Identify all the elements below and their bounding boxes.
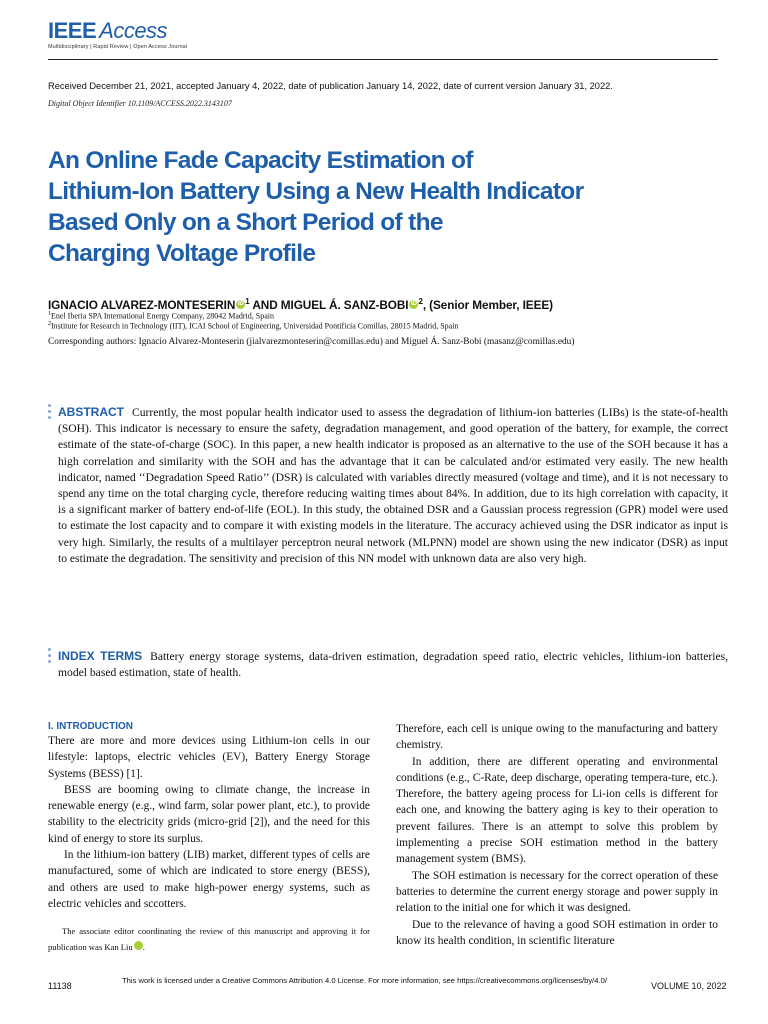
volume-label: VOLUME 10, 2022 — [651, 981, 727, 991]
logo-wordmark — [48, 20, 187, 42]
section-marker-icon — [48, 648, 52, 666]
abstract — [48, 404, 728, 567]
paragraph: In the lithium-ion battery (LIB) market, different types of cells are manufactured, some of which are indicated to store energy (BESS), and others are used to make high-power energy systems, such as electric vehicles and sccotters. — [48, 849, 370, 910]
index-terms-body: Battery energy storage systems, data-driven estimation, degradation speed ratio, electric vehicles, lithium-ion batteries, model based estimation, state of health. — [58, 650, 728, 680]
paragraph: In addition, there are different operating and environmental conditions (e.g., C-Rate, deep discharge, operating tempera-ture, etc.). Therefore, the battery ageing process for Li-ion cells is different for each one, and knowing the battery aging is key to their operation to prevent failures. There is an attempt to solve this problem by implementing a precise SOH estimation method in the battery management system (BMS). — [396, 755, 718, 866]
affiliation-text: Enel Iberia SPA International Energy Company, 28042 Madrid, Spain — [51, 311, 275, 321]
index-terms-label: INDEX TERMS — [58, 649, 143, 663]
page-number: 11138 — [48, 981, 72, 991]
author-joiner: AND — [249, 297, 281, 312]
logo-access: Access — [99, 18, 168, 43]
right-column — [396, 721, 718, 949]
title-line: Charging Voltage Profile — [48, 240, 316, 267]
abstract-body: Currently, the most popular health indicator used to assess the degradation of lithium-ion batteries (LIBs) is the state-of-health (SOH). This indicator is necessary to ensure the safety, degradation management, and good operation of the battery, for example, the correct estimate of the state-of-charge (SOC). In this paper, a new health indicator is proposed as an alternative to the use of the SOH because it has a high correlation and similarity with the SOH and has the advantage that it can be calculated and/or estimated very easily. The new health indicator, named ‘‘Degradation Speed Ratio’’ (DSR) is calculated with variables directly measured (voltage and time), and it is not necessary to spend any time on the total charging cycle, therefore reducing waiting times about 84%. In addition, due to its high correlation with capacity, it is a significant marker of battery end-of-life (EOL). In this study, the obtained DSR and a Gaussian process regression (GPR) model were used to estimate the lost capacity and to compare it with existing models in the literature. The accuracy achieved using the DSR indicator as input is very high. Similarly, the results of a multilayer perceptron neural network (MLPNN) model are shown using the new indicator (DSR) as input to estimate the degradation. The sensitivity and precision of this NN model with unknown data are also very high. — [58, 406, 728, 565]
author-affil-sup: 1 — [245, 297, 250, 306]
author-name: MIGUEL Á. SANZ-BOBI — [280, 297, 409, 312]
corresponding-authors: Corresponding authors: Ignacio Alvarez-Monteserin (jialvarezmonteserin@comillas.edu) and Miguel Á. Sanz-Bobi (masanz@comillas.edu) — [48, 337, 575, 347]
orcid-icon[interactable]: iD — [134, 941, 143, 950]
abstract-text — [58, 404, 728, 567]
affiliation-sup: 2 — [48, 321, 51, 327]
doi: Digital Object Identifier 10.1109/ACCESS.2022.3143107 — [48, 99, 232, 108]
affiliation — [48, 311, 728, 321]
paragraph: Therefore, each cell is unique owing to the manufacturing and battery chemistry. — [396, 723, 718, 752]
paragraph: The SOH estimation is necessary for the correct operation of these batteries to determine the current energy storage and power supply in relation to the initial one for which it was designed. — [396, 869, 718, 915]
footnote-text: The associate editor coordinating the review of this manuscript and approving it for publication was Kan Liu — [48, 926, 370, 952]
orcid-icon[interactable]: iD — [237, 300, 244, 307]
affiliation-sup: 1 — [48, 311, 51, 317]
section-marker-icon — [48, 404, 52, 422]
title-line: Based Only on a Short Period of the — [48, 209, 443, 236]
license-notice[interactable]: This work is licensed under a Creative Commons Attribution 4.0 License. For more information, see https://creativecommons.org/licenses/by/4.0/ — [122, 976, 607, 985]
header-rule — [48, 59, 718, 60]
journal-logo — [48, 20, 187, 50]
affiliation-text: Institute for Research in Technology (IIT), ICAI School of Engineering, Universidad Pontificia Comillas, 28015 Madrid, Spain — [51, 321, 459, 331]
logo-ieee: IEEE — [48, 18, 97, 43]
author-name: IGNACIO ALVAREZ-MONTESERIN — [48, 297, 236, 312]
title-line: An Online Fade Capacity Estimation of — [48, 147, 473, 174]
author-list — [48, 297, 748, 312]
orcid-icon[interactable]: iD — [411, 300, 417, 307]
author-membership: , (Senior Member, IEEE) — [422, 297, 553, 312]
paragraph: Due to the relevance of having a good SOH estimation in order to know its health condition, in scientific literature — [396, 918, 718, 947]
title-line: Lithium-Ion Battery Using a New Health Indicator — [48, 178, 584, 205]
paragraph: BESS are booming owing to climate change, the increase in renewable energy (e.g., wind farm, solar power plant, etc.), to provide stability to the electricity grids (micro-grid [2]), and the need for this kind of energy to store its surplus. — [48, 783, 370, 845]
logo-tagline: Multidisciplinary | Rapid Review | Open Access Journal — [48, 44, 188, 50]
index-terms-text — [58, 648, 728, 681]
section-heading: I. INTRODUCTION — [48, 721, 133, 732]
paper-title — [48, 145, 668, 269]
affiliation — [48, 321, 728, 331]
author-affil-sup: 2 — [418, 297, 423, 306]
index-terms — [48, 648, 728, 681]
paragraph: There are more and more devices using Lithium-ion cells in our lifestyle: laptops, electric vehicles (EV), Battery Energy Storage Systems (BESS) [1]. — [48, 735, 370, 780]
editor-footnote: The associate editor coordinating the review of this manuscript and approving it for publication was Kan Liu iD. — [48, 926, 370, 952]
received-dates: Received December 21, 2021, accepted January 4, 2022, date of publication January 14, 2022, date of current version January 31, 2022. — [48, 81, 613, 91]
abstract-label: ABSTRACT — [58, 405, 124, 419]
left-column — [48, 721, 370, 912]
